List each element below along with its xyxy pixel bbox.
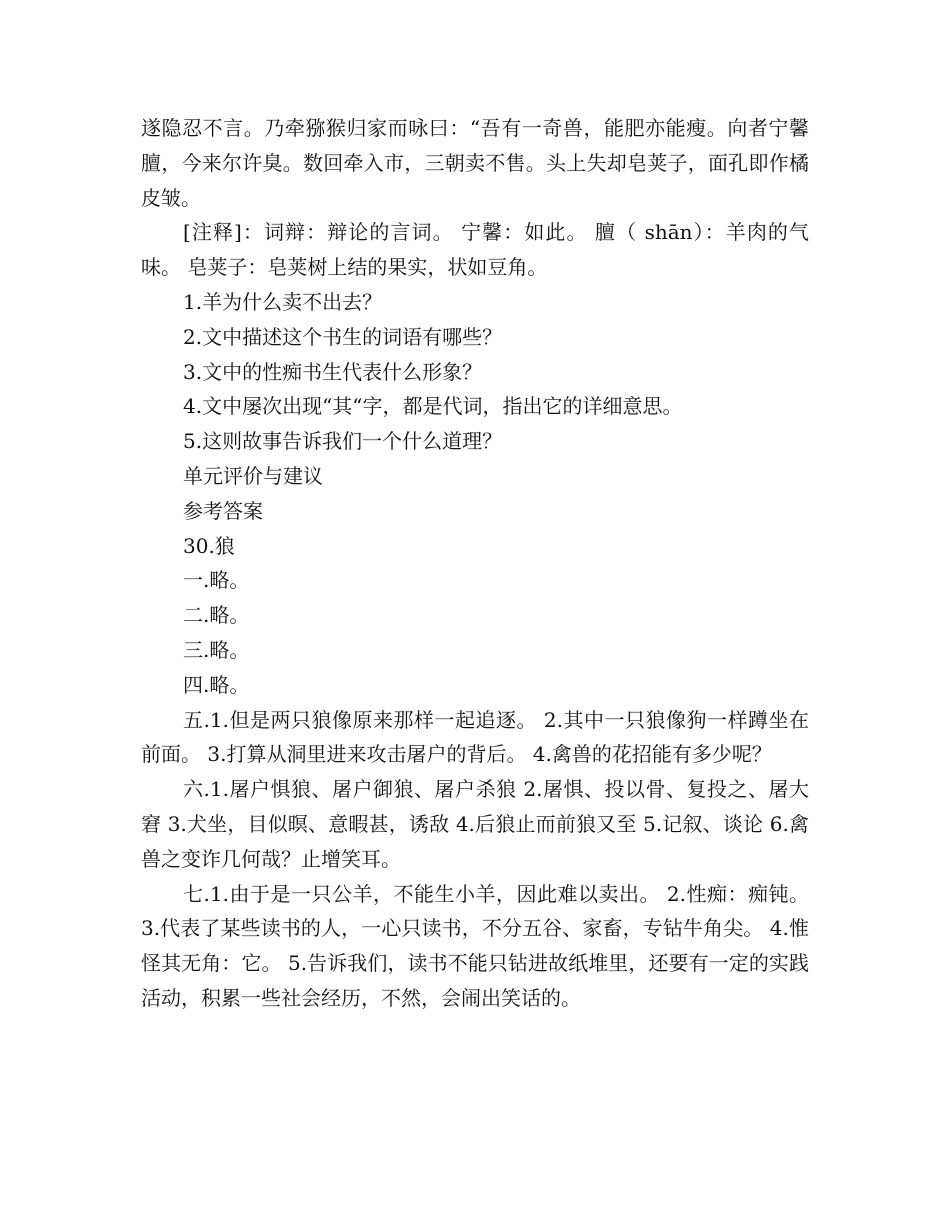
paragraph-poem-continuation: 遂隐忍不言。乃牵猕猴归家而咏曰：“吾有一奇兽，能肥亦能瘦。向者宁馨膻，今来尔许臭。数回牵入市，三朝卖不售。头上失却皂荚子，面孔即作橘皮皱。 <box>141 116 809 210</box>
document-body <box>141 111 809 1016</box>
question-3: 3.文中的性痴书生代表什么形象？ <box>183 359 483 384</box>
answer-6: 六.1.屠户惧狼、屠户御狼、屠户杀狼 2.屠惧、投以骨、复投之、屠大窘 3.犬坐，目似暝、意暇甚，诱敌 4.后狼止而前狼又至 5.记叙、谈论 6.禽兽之变诈几何哉？止增笑耳。 <box>141 777 809 871</box>
question-1: 1.羊为什么卖不出去？ <box>183 289 383 314</box>
lesson-title: 30.狼 <box>183 533 235 558</box>
question-5: 5.这则故事告诉我们一个什么道理？ <box>183 429 503 454</box>
answer-1: 一.略。 <box>183 568 250 593</box>
question-4: 4.文中屡次出现“其“字，都是代词，指出它的详细意思。 <box>183 394 683 419</box>
answer-4: 四.略。 <box>183 672 250 697</box>
answer-3: 三.略。 <box>183 637 250 662</box>
answer-2: 二.略。 <box>183 603 250 628</box>
question-2: 2.文中描述这个书生的词语有哪些？ <box>183 324 503 349</box>
answer-7: 七.1.由于是一只公羊，不能生小羊，因此难以卖出。 2.性痴：痴钝。 3.代表了某些读书的人，一心只读书，不分五谷、家畜，专钻牛角尖。 4.惟怪其无角：它。 5.告诉我们，读书不能只钻进故纸堆里，还要有一定的实践活动，积累一些社会经历，不然，会闹出笑话的。 <box>141 881 809 1010</box>
section-heading-reference-answers: 参考答案 <box>183 498 263 523</box>
section-heading-unit-evaluation: 单元评价与建议 <box>183 463 323 488</box>
answer-5: 五.1.但是两只狼像原来那样一起追逐。 2.其中一只狼像狗一样蹲坐在前面。 3.打算从洞里进来攻击屠户的背后。 4.禽兽的花招能有多少呢？ <box>141 707 809 767</box>
paragraph-annotations: [注释]：词辩：辩论的言词。 宁馨：如此。 膻（ shān）：羊肉的气味。 皂荚子：皂荚树上结的果实，状如豆角。 <box>141 220 809 280</box>
